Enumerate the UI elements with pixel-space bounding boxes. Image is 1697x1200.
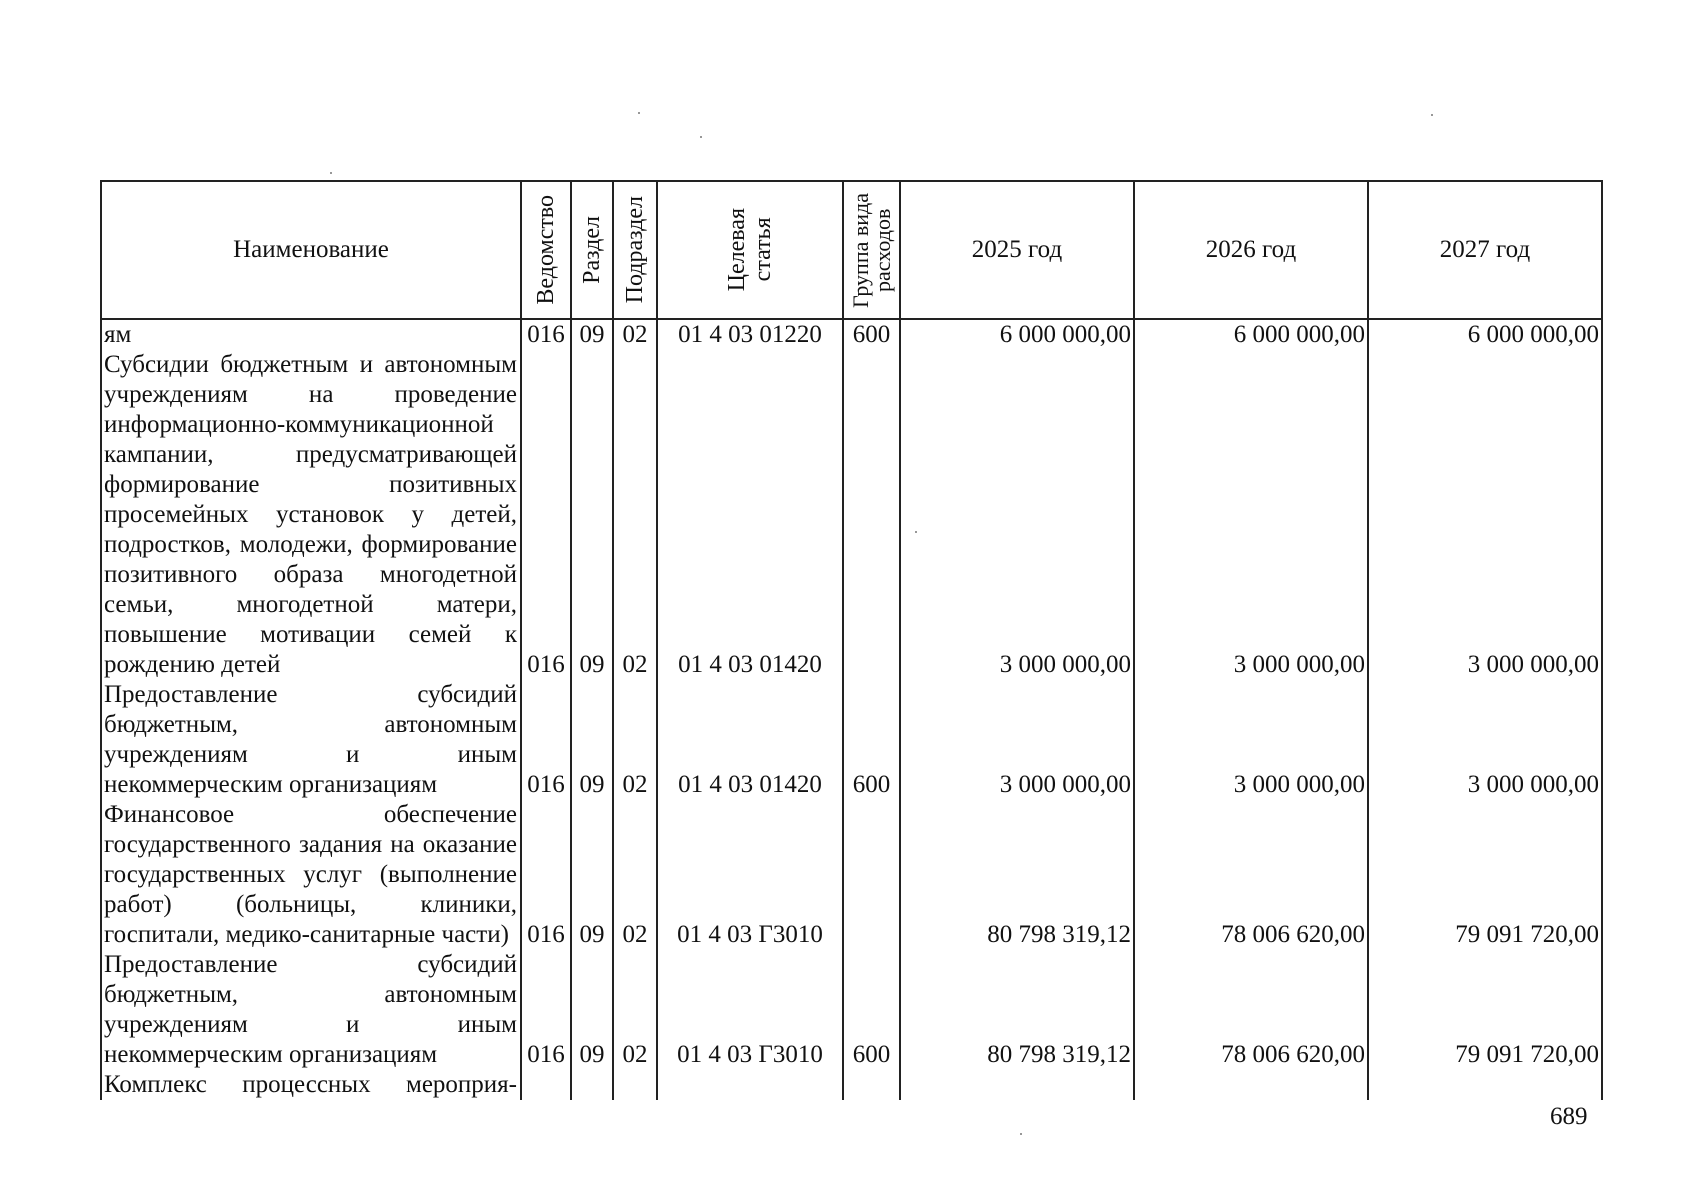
table-row	[101, 1070, 1602, 1100]
scan-speck	[638, 112, 640, 114]
header-name: Наименование	[101, 181, 521, 319]
row-vedomstvo: 016	[521, 950, 571, 1070]
row-podrazdel: 02	[613, 680, 657, 800]
row-gruppa: 600	[843, 950, 900, 1070]
row-name: Предоставление субсидий бюджетным, автономным учреждениям и иным некоммерческим организациям	[101, 950, 521, 1070]
scan-speck	[1020, 1133, 1022, 1135]
row-2025: 3 000 000,00	[900, 680, 1134, 800]
header-razdel	[571, 181, 613, 319]
row-gruppa: 600	[843, 680, 900, 800]
table-row	[101, 319, 1602, 350]
row-podrazdel: 02	[613, 950, 657, 1070]
row-2026	[1134, 1070, 1368, 1100]
row-gruppa: 600	[843, 319, 900, 350]
row-celevaya	[657, 1070, 843, 1100]
header-vedomstvo-label: Ведомство	[533, 195, 559, 305]
row-2025: 3 000 000,00	[900, 350, 1134, 680]
row-razdel: 09	[571, 319, 613, 350]
row-razdel: 09	[571, 680, 613, 800]
row-razdel: 09	[571, 800, 613, 950]
row-vedomstvo: 016	[521, 319, 571, 350]
row-razdel: 09	[571, 350, 613, 680]
row-podrazdel: 02	[613, 350, 657, 680]
scan-speck	[330, 172, 332, 174]
page-number: 689	[1550, 1103, 1588, 1130]
table-row	[101, 800, 1602, 950]
row-2027: 79 091 720,00	[1368, 950, 1602, 1070]
header-2027: 2027 год	[1368, 181, 1602, 319]
row-name: Предоставление субсидий бюджетным, автономным учреждениям и иным некоммерческим организациям	[101, 680, 521, 800]
row-celevaya: 01 4 03 01420	[657, 680, 843, 800]
row-2027	[1368, 1070, 1602, 1100]
header-celevaya-label: Целевая статья	[724, 208, 776, 292]
table-row	[101, 950, 1602, 1070]
row-2025: 80 798 319,12	[900, 800, 1134, 950]
header-gruppa	[843, 181, 900, 319]
row-name: Комплекс процессных мероприя-	[101, 1070, 521, 1100]
row-vedomstvo: 016	[521, 680, 571, 800]
row-vedomstvo	[521, 1070, 571, 1100]
row-podrazdel: 02	[613, 800, 657, 950]
header-2026: 2026 год	[1134, 181, 1368, 319]
table-row	[101, 350, 1602, 680]
row-2026: 3 000 000,00	[1134, 350, 1368, 680]
row-2027: 6 000 000,00	[1368, 319, 1602, 350]
scan-speck	[915, 531, 917, 533]
row-celevaya: 01 4 03 Г3010	[657, 950, 843, 1070]
row-name: Субсидии бюджетным и автономным учреждениям на проведение информационно-коммуникационной кампании, предусматривающей формирование позитивных просемейных установок у детей, подростков, молодежи, формирование позитивного образа многодетной семьи, многодетной матери, повышение мотивации семей к рождению детей	[101, 350, 521, 680]
row-razdel	[571, 1070, 613, 1100]
scan-speck	[700, 136, 702, 138]
row-gruppa	[843, 350, 900, 680]
header-razdel-label: Раздел	[579, 216, 605, 284]
row-podrazdel	[613, 1070, 657, 1100]
row-gruppa	[843, 800, 900, 950]
row-2025: 6 000 000,00	[900, 319, 1134, 350]
row-razdel: 09	[571, 950, 613, 1070]
budget-table	[100, 180, 1603, 1100]
row-2027: 3 000 000,00	[1368, 350, 1602, 680]
row-2025	[900, 1070, 1134, 1100]
header-celevaya	[657, 181, 843, 319]
row-2027: 79 091 720,00	[1368, 800, 1602, 950]
header-vedomstvo	[521, 181, 571, 319]
row-celevaya: 01 4 03 01220	[657, 319, 843, 350]
row-name: Финансовое обеспечение государственного задания на оказание государственных услуг (выполнение работ) (больницы, клиники, госпитали, медико-санитарные части)	[101, 800, 521, 950]
header-row	[101, 181, 1602, 319]
header-2025: 2025 год	[900, 181, 1134, 319]
row-2026: 78 006 620,00	[1134, 800, 1368, 950]
row-2026: 6 000 000,00	[1134, 319, 1368, 350]
header-podrazdel	[613, 181, 657, 319]
row-vedomstvo: 016	[521, 800, 571, 950]
row-2026: 3 000 000,00	[1134, 680, 1368, 800]
header-gruppa-label: Группа вида расходов	[847, 192, 895, 308]
row-name: ям	[101, 319, 521, 350]
scan-speck	[1431, 114, 1433, 116]
row-vedomstvo: 016	[521, 350, 571, 680]
header-podrazdel-label: Подраздел	[622, 196, 648, 304]
row-celevaya: 01 4 03 Г3010	[657, 800, 843, 950]
row-2027: 3 000 000,00	[1368, 680, 1602, 800]
row-gruppa	[843, 1070, 900, 1100]
table-row	[101, 680, 1602, 800]
row-2026: 78 006 620,00	[1134, 950, 1368, 1070]
row-2025: 80 798 319,12	[900, 950, 1134, 1070]
row-celevaya: 01 4 03 01420	[657, 350, 843, 680]
row-podrazdel: 02	[613, 319, 657, 350]
